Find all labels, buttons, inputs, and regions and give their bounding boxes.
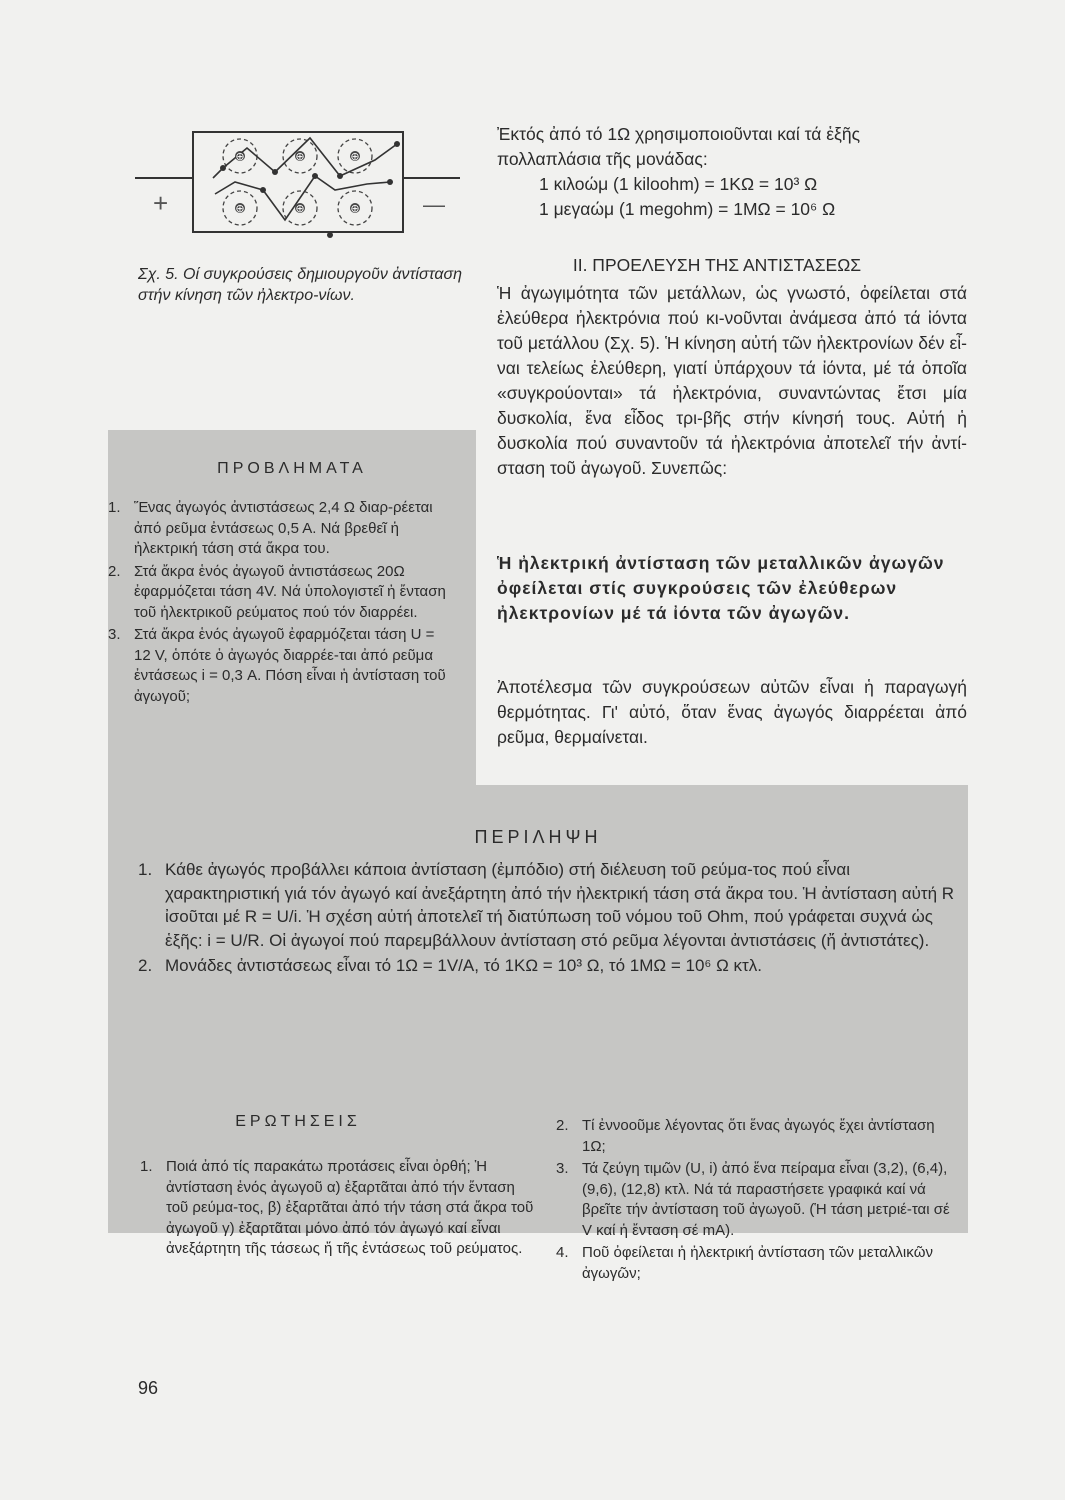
questions-right-list (556, 1116, 956, 1286)
units-intro-text: Ἐκτός ἀπό τό 1Ω χρησιμοποιοῦνται καί τά ἑξῆς πολλαπλάσια τῆς μονάδας: (497, 124, 861, 169)
figure-caption: Σχ. 5. Οί συγκρούσεις δημιουργοῦν ἀντίσταση στήν κίνηση τῶν ἠλεκτρο-νίων. (138, 266, 463, 304)
ion-symbol-icon: ⊕ (295, 150, 305, 163)
question-item (556, 1116, 956, 1157)
units-intro (497, 122, 967, 222)
questions-left-list (140, 1157, 535, 1262)
problem-number: 3. (108, 626, 121, 643)
ion-symbol-icon: ⊕ (295, 202, 305, 215)
question-text: Ποιά ἀπό τίς παρακάτω προτάσεις εἶναι ὀρθή; Ἡ ἀντίσταση ἑνός ἀγωγοῦ α) ἐξαρτᾶται ἀπό τήν ἔνταση τοῦ ρεύμα-τος, β) ἐξαρτᾶται ἀπό τήν τάση στά ἄκρα τοῦ ἀγωγοῦ γ) ἐξαρτᾶται μόνο ἀπό τόν ἀγωγό καί εἶναι ἀνεξάρτητη τῆς τάσεως ἤ τῆς ἐντάσεως τοῦ ρεύματος. (166, 1158, 534, 1257)
problem-text: Ἕνας ἀγωγός ἀντιστάσεως 2,4 Ω διαρ-ρέεται ἀπό ρεῦμα ἐντάσεως 0,5 Α. Νά βρεθεῖ ἡ ἠλεκτρική τάση στά ἄκρα του. (134, 499, 433, 557)
minus-terminal-label: — (423, 192, 445, 217)
problems-box (108, 430, 476, 800)
question-text: Τά ζεύγη τιμῶν (U, i) ἀπό ἕνα πείραμα εἶναι (3,2), (6,4), (9,6), (12,8) κτλ. Νά τά παραστήσετε γραφικά καί νά βρεῖτε τήν ἀντίσταση τοῦ ἀγωγοῦ. (Ἡ τάση μετριέ-ται σέ V καί ἡ ἔνταση σέ mA). (582, 1160, 950, 1239)
problem-item (108, 625, 446, 707)
ion-symbol-icon: ⊕ (350, 202, 360, 215)
problem-item (108, 562, 446, 624)
question-item (556, 1243, 956, 1284)
ion-symbol-icon: ⊕ (235, 150, 245, 163)
question-number: 3. (556, 1160, 569, 1177)
section-title: II. ΠΡΟΕΛΕΥΣΗ ΤΗΣ ΑΝΤΙΣΤΑΣΕΩΣ (572, 255, 862, 275)
figure-5-diagram (135, 120, 465, 240)
summary-title: ΠΕΡΙΛΗΨΗ (474, 827, 602, 847)
summary-box (108, 785, 968, 1085)
questions-title: ΕΡΩΤΗΣΕΙΣ (235, 1113, 361, 1130)
unit-kiloohm: 1 κιλοώμ (1 kiloohm) = 1ΚΩ = 10³ Ω (539, 174, 818, 194)
problem-number: 1. (108, 499, 121, 516)
question-item (140, 1157, 535, 1260)
ion-symbol-icon: ⊕ (350, 150, 360, 163)
question-text: Τί ἐννοοῦμε λέγοντας ὅτι ἕνας ἀγωγός ἔχει ἀντίσταση 1Ω; (582, 1117, 935, 1155)
problem-text: Στά ἄκρα ἑνός ἀγωγοῦ ἀντιστάσεως 20Ω ἐφαρμόζεται τάση 4V. Νά ὑπολογιστεῖ ἡ ἔνταση τοῦ ἠλεκτρικοῦ ρεύματος πού τόν διαρρέει. (134, 562, 446, 621)
summary-number: 1. (138, 860, 153, 879)
problems-title: ΠΡΟΒΛΗΜΑΤΑ (217, 460, 367, 477)
question-number: 4. (556, 1244, 569, 1261)
summary-number: 2. (138, 956, 153, 975)
unit-megohm: 1 μεγαώμ (1 megohm) = 1ΜΩ = 10⁶ Ω (539, 199, 836, 219)
question-text: Ποῦ ὀφείλεται ἡ ἠλεκτρική ἀντίσταση τῶν μεταλλικῶν ἀγωγῶν; (582, 1244, 933, 1282)
plus-terminal-label: + (153, 188, 169, 218)
summary-item (138, 858, 956, 952)
origin-paragraph: Ἡ ἀγωγιμότητα τῶν μετάλλων, ὡς γνωστό, ὀφείλεται στά ἐλεύθερα ἠλεκτρόνια πού κι-νοῦνται ἀνάμεσα ἀπό τά ἰόντα τοῦ μετάλλου (Σχ. 5). Ἡ κίνηση αὐτή τῶν ἠλεκτρονίων δέν εἶ-ναι τελείως ἐλεύθερη, γιατί ὑπάρχουν τά ἰόντα, μέ τά ὁποῖα «συγκρούονται» τά ἠλεκτρόνια, συναντώντας ἔτσι μία δυσκολία, ἕνα εἶδος τρι-βῆς στήν κίνησή τους. Αὐτή ἡ δυσκολία πού συναντοῦν τά ἠλεκτρόνια ἀποτελεῖ τήν ἀντί-σταση τοῦ ἀγωγοῦ. Συνεπῶς: (497, 283, 967, 478)
page-number: 96 (138, 1378, 159, 1398)
question-number: 1. (140, 1158, 153, 1175)
question-number: 2. (556, 1117, 569, 1134)
conclusion-paragraph: Ἀποτέλεσμα τῶν συγκρούσεων αὐτῶν εἶναι ἡ παραγωγή θερμότητας. Γι' αὐτό, ὅταν ἕνας ἀγωγός διαρρέεται ἀπό ρεῦμα, θερμαίνεται. (497, 677, 967, 747)
problem-number: 2. (108, 562, 121, 580)
problem-item (108, 498, 446, 560)
problems-list (108, 498, 446, 707)
summary-item (138, 954, 956, 978)
key-statement: Ἡ ἠλεκτρική ἀντίσταση τῶν μεταλλικῶν ἀγωγῶν ὀφείλεται στίς συγκρούσεις τῶν ἐλεύθερων ἠλεκτρονίων μέ τά ἰόντα τῶν ἀγωγῶν. (497, 553, 945, 623)
problem-text: Στά ἄκρα ἑνός ἀγωγοῦ ἐφαρμόζεται τάση U = 12 V, ὁπότε ὁ ἀγωγός διαρρέε-ται ἀπό ρεῦμα ἐντάσεως i = 0,3 Α. Πόση εἶναι ἡ ἀντίσταση τοῦ ἀγωγοῦ; (134, 626, 446, 705)
question-item (556, 1159, 956, 1241)
summary-text: Μονάδες ἀντιστάσεως εἶναι τό 1Ω = 1V/A, τό 1ΚΩ = 10³ Ω, τό 1ΜΩ = 10⁶ Ω κτλ. (165, 956, 763, 975)
conductor-collision-diagram (135, 120, 465, 240)
summary-list (138, 858, 956, 978)
ion-symbol-icon: ⊕ (235, 202, 245, 215)
summary-text: Κάθε ἀγωγός προβάλλει κάποια ἀντίσταση (ἐμπόδιο) στή διέλευση τοῦ ρεύμα-τος πού εἶναι χαρακτηριστική γιά τόν ἀγωγό καί ἀνεξάρτητη ἀπό τήν ἠλεκτρική τάση στά ἄκρα του. Ἡ ἀντίσταση αὐτή R ἰσοῦται μέ R = U/i. Ἡ σχέση αὐτή ἀποτελεῖ τή διατύπωση τοῦ νόμου τοῦ Ohm, πού γράφεται συχνά ὡς ἑξῆς: i = U/R. Οἱ ἀγωγοί πού παρεμβάλλουν ἀντίσταση στό ρεῦμα λέγονται ἀντιστάσεις (ἤ ἀντιστάτες). (165, 860, 955, 950)
